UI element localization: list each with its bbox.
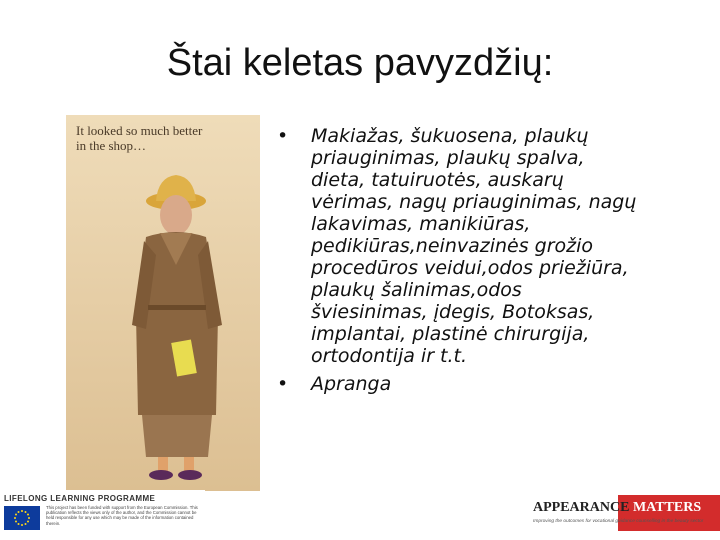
bullet-line: Makiažas, šukuosena, plaukų: [311, 125, 589, 147]
slide-title: Štai keletas pavyzdžių:: [166, 42, 554, 84]
photo-caption-line: It looked so much better: [76, 123, 203, 138]
photo-caption-line: in the shop…: [76, 138, 147, 153]
bullet-line: Apranga: [311, 373, 392, 395]
logo-wordmark: [533, 500, 701, 516]
bullet-item: [275, 373, 705, 395]
bullet-list: [275, 125, 705, 395]
bullet-line: plaukų šalinimas,odos: [311, 279, 522, 301]
lifelong-learning-logo: [0, 490, 205, 540]
bullet-line: implantai, plastinė chirurgija,: [311, 323, 590, 345]
bullet-line: vėrimas, nagų priauginimas, nagų: [311, 191, 637, 213]
llp-disclaimer: This project has been funded with support from the European Commission. This publication reflects the views only of the author, and the Commission cannot be held responsible for any use which may be made of the information contained therein.: [46, 505, 198, 526]
woman-figure-illustration: [66, 115, 260, 491]
llp-title: LIFELONG LEARNING PROGRAMME: [4, 494, 156, 503]
bullet-line: lakavimas, manikiūras,: [311, 213, 531, 235]
bullet-line: dieta, tatuiruotės, auskarų: [311, 169, 564, 191]
bullet-text: [311, 125, 705, 367]
bullet-marker: •: [277, 373, 289, 395]
photo-caption: [76, 123, 202, 153]
bullet-line: priauginimas, plaukų spalva,: [311, 147, 585, 169]
logo-word-appearance: APPEARANCE: [533, 500, 630, 515]
bullet-line: procedūros veidui,odos priežiūra,: [311, 257, 629, 279]
bullet-item: [275, 125, 705, 367]
logo-tagline: Improving the outcomes for vocational guidance counselling in the beauty sector: [533, 519, 704, 524]
bullet-marker: •: [277, 125, 289, 147]
appearance-matters-logo: [533, 495, 720, 540]
bullet-line: pedikiūras,neinvazinės grožio: [311, 235, 594, 257]
bullet-line: ortodontija ir t.t.: [311, 345, 468, 367]
bullet-text: [311, 373, 705, 395]
eu-flag-icon: [4, 506, 40, 530]
logo-word-matters: MATTERS: [632, 500, 702, 515]
bullet-line: šviesinimas, įdegis, Botoksas,: [311, 301, 595, 323]
vintage-photo: [66, 115, 260, 491]
